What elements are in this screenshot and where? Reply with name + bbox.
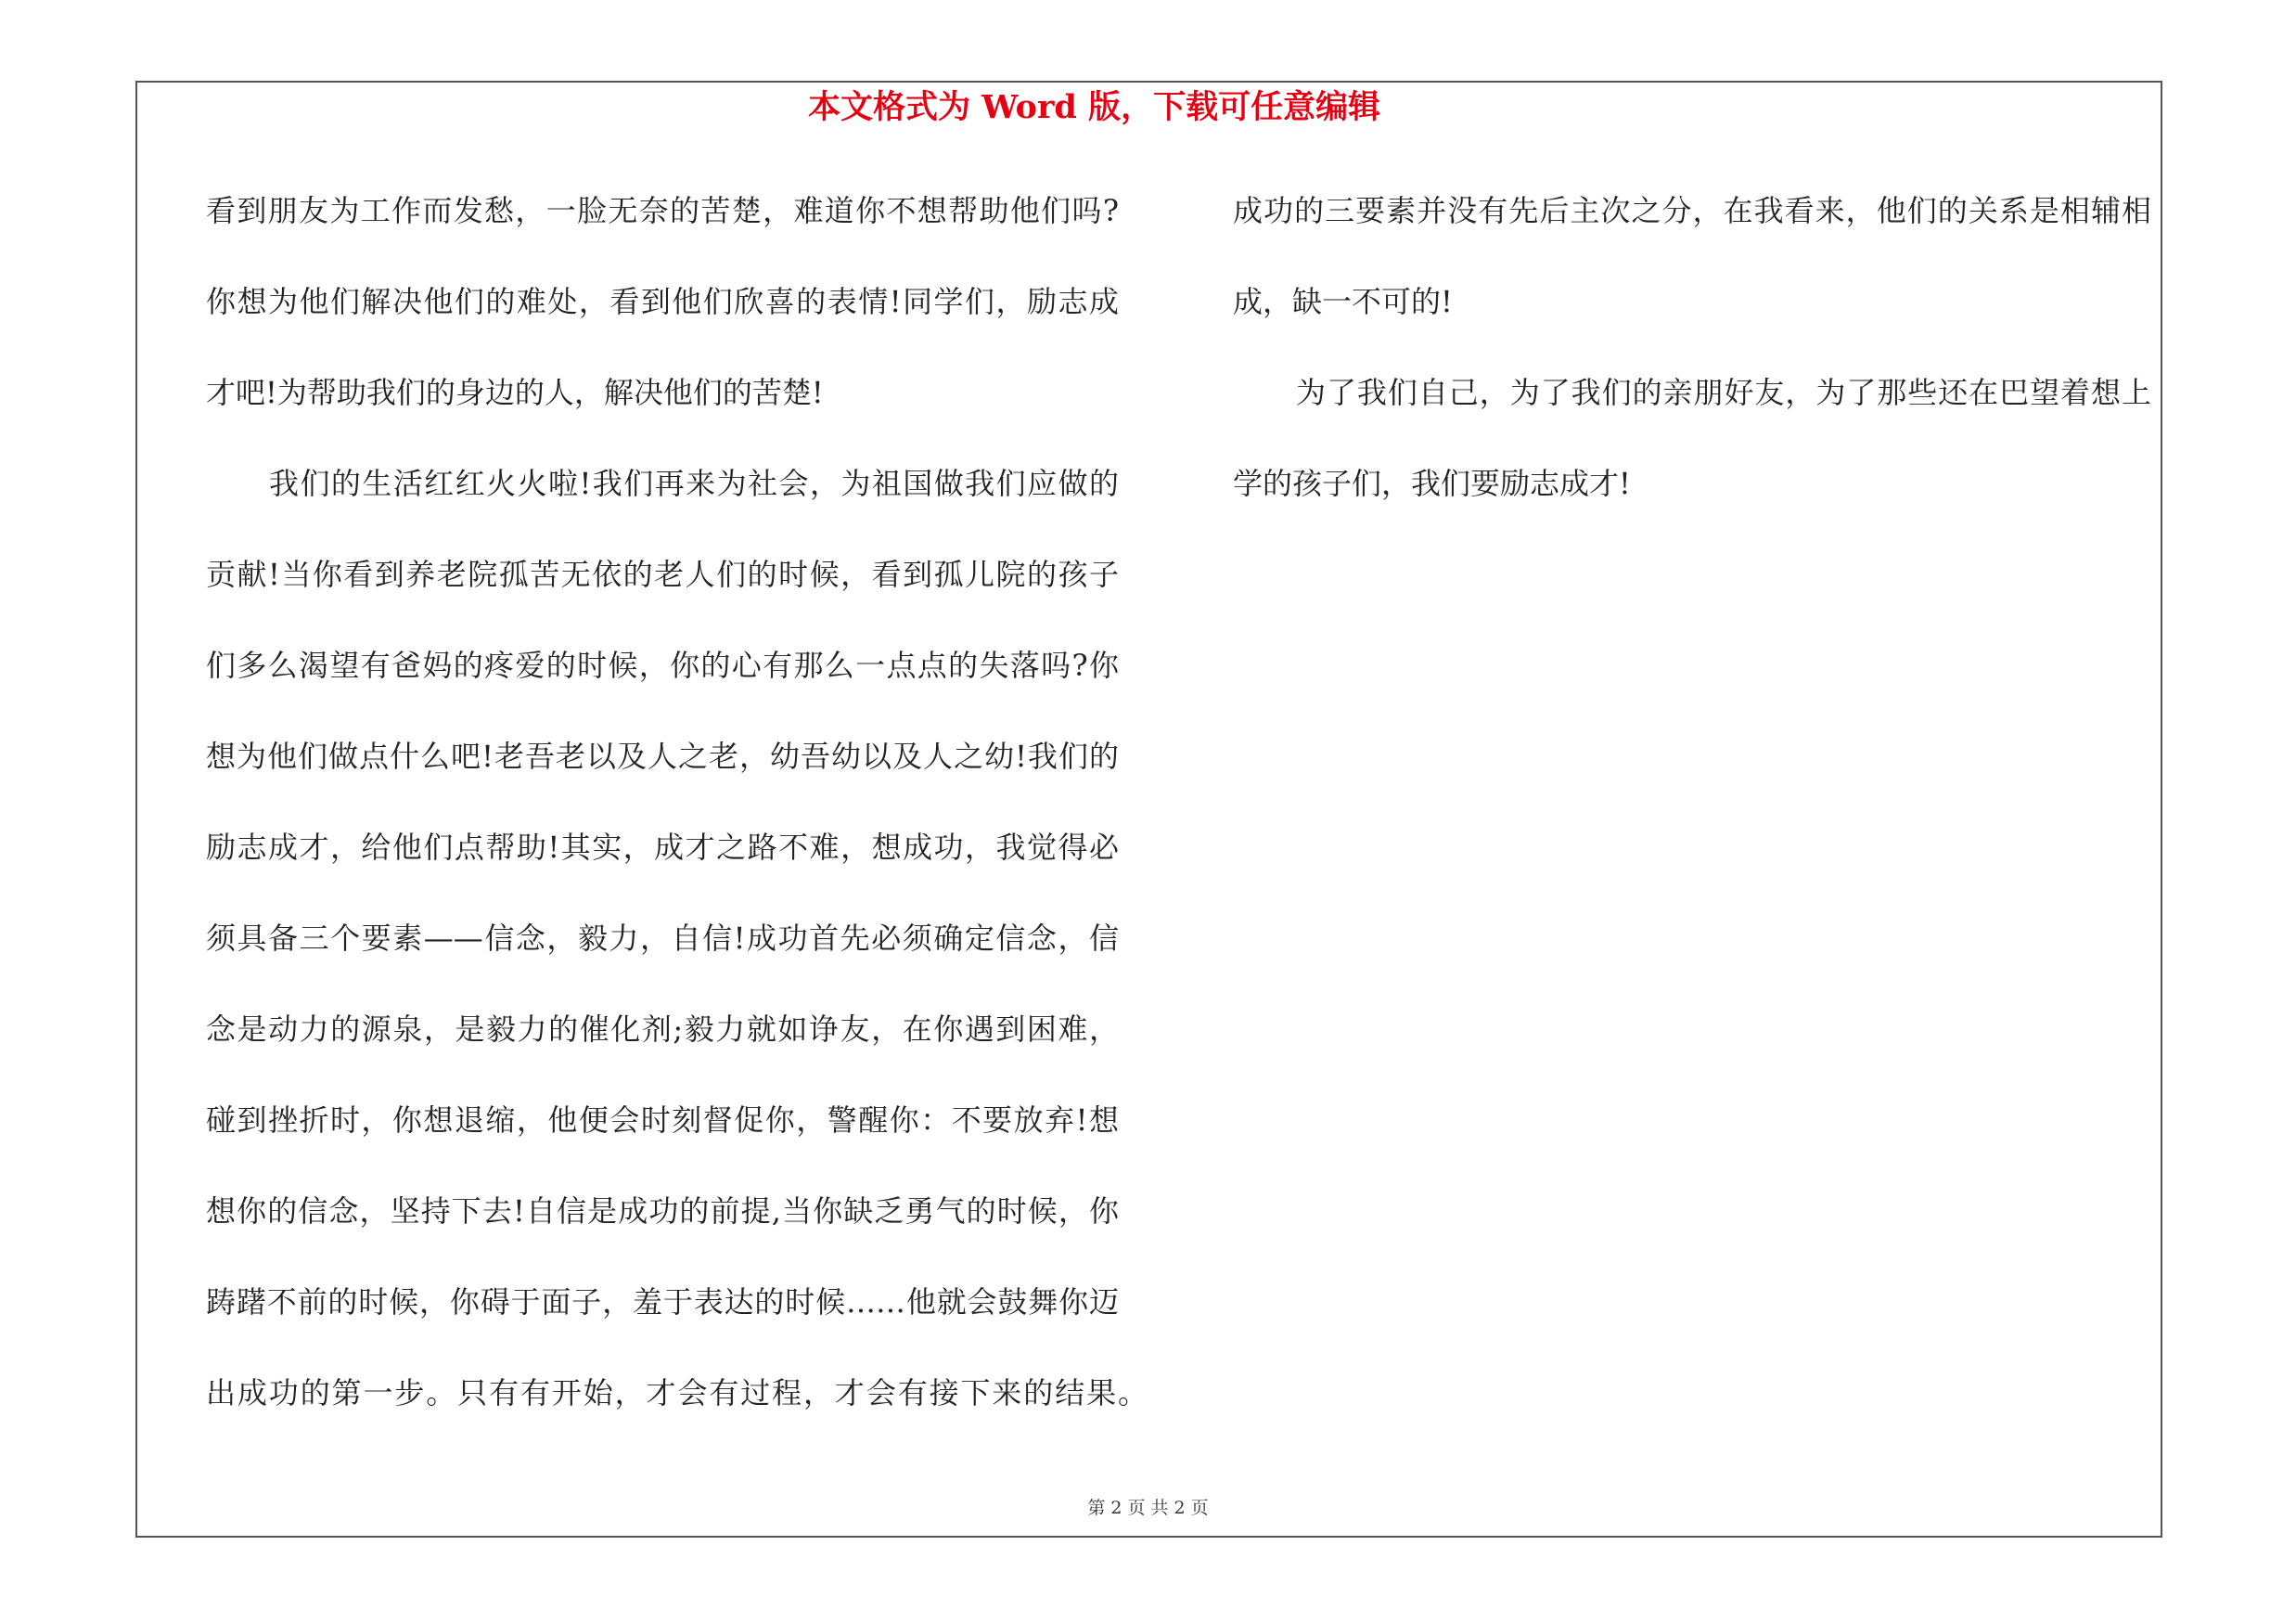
paragraph: [1233, 347, 2151, 529]
text-line: 念是动力的源泉，是毅力的催化剂;毅力就如诤友，在你遇到困难，: [206, 1011, 1119, 1047]
text-line: 才吧!为帮助我们的身边的人，解决他们的苦楚!: [206, 375, 824, 410]
text-line: 须具备三个要素——信念，毅力，自信!成功首先必须确定信念，信: [206, 921, 1119, 956]
page-footer: 第 2 页 共 2 页: [1087, 1498, 1209, 1518]
paragraph: [1233, 165, 2151, 347]
paragraph: [206, 165, 1119, 438]
text-line: 出成功的第一步。只有有开始，才会有过程，才会有接下来的结果。: [206, 1375, 1148, 1410]
text-line: 贡献!当你看到养老院孤苦无依的老人们的时候，看到孤儿院的孩子: [206, 557, 1119, 592]
right-column: [1233, 165, 2151, 529]
text-line: 想你的信念，坚持下去!自信是成功的前提,当你缺乏勇气的时候，你: [206, 1193, 1119, 1229]
format-notice: 本文格式为 Word 版，下载可任意编辑: [808, 88, 1381, 126]
text-line: 你想为他们解决他们的难处，看到他们欣喜的表情!同学们，励志成: [206, 284, 1119, 319]
left-column: [206, 165, 1148, 1438]
text-line: 学的孩子们，我们要励志成才!: [1233, 466, 1631, 501]
text-line: 成，缺一不可的!: [1233, 284, 1453, 319]
text-line: 看到朋友为工作而发愁，一脸无奈的苦楚，难道你不想帮助他们吗?: [206, 193, 1119, 228]
text-line: 励志成才，给他们点帮助!其实，成才之路不难，想成功，我觉得必: [206, 830, 1119, 865]
text-line: 碰到挫折时，你想退缩，他便会时刻督促你，警醒你：不要放弃!想: [206, 1102, 1119, 1138]
text-line: 成功的三要素并没有先后主次之分，在我看来，他们的关系是相辅相: [1233, 193, 2151, 228]
text-line: 为了我们自己，为了我们的亲朋好友，为了那些还在巴望着想上: [1296, 375, 2151, 410]
text-line: 我们的生活红红火火啦!我们再来为社会，为祖国做我们应做的: [269, 466, 1119, 501]
text-line: 想为他们做点什么吧!老吾老以及人之老，幼吾幼以及人之幼!我们的: [206, 739, 1119, 774]
paragraph: [206, 438, 1148, 1438]
text-line: 踌躇不前的时候，你碍于面子，羞于表达的时候……他就会鼓舞你迈: [206, 1284, 1119, 1320]
text-line: 们多么渴望有爸妈的疼爱的时候，你的心有那么一点点的失落吗?你: [206, 648, 1119, 683]
